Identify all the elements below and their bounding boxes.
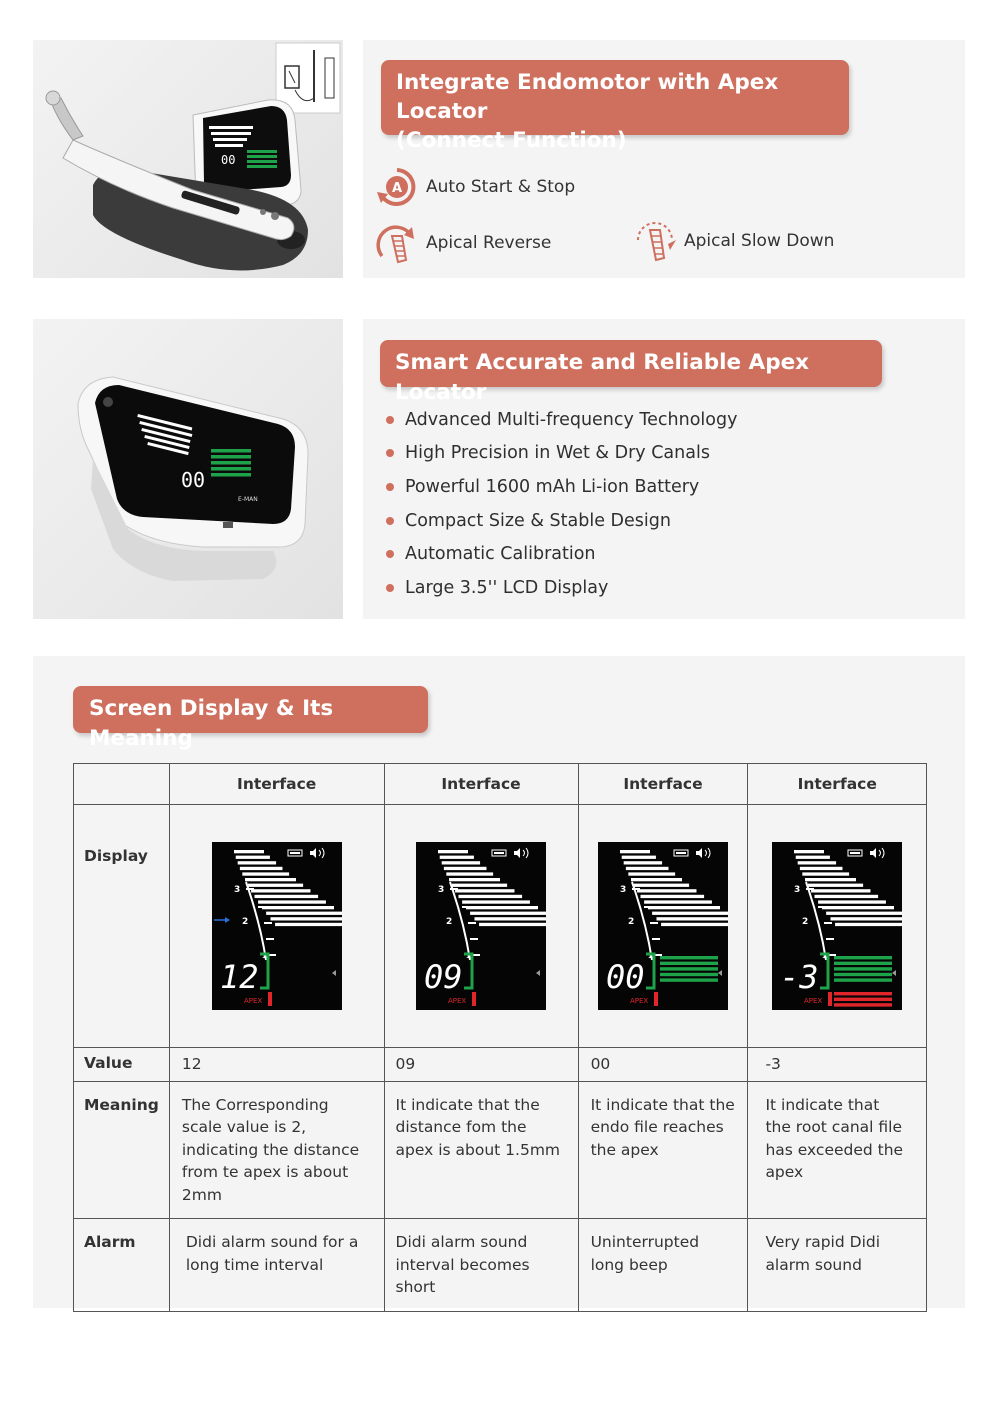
table-column-header: Interface <box>169 764 384 805</box>
scale-line <box>246 882 266 960</box>
scale-bar <box>245 878 296 881</box>
scale-bar <box>644 900 712 903</box>
lcd-graphic <box>772 842 902 1010</box>
scale-bar <box>652 912 728 915</box>
lcd-value-digits: 00 <box>606 958 645 996</box>
scale-bar <box>661 923 728 926</box>
row-label-meaning: Meaning <box>74 1081 170 1219</box>
scale-bar <box>811 889 870 892</box>
apex-locator-photo <box>33 319 343 619</box>
svg-text:A: A <box>391 181 403 196</box>
scale-bar <box>805 878 856 881</box>
scale-bar <box>826 912 902 915</box>
feature-apical-reverse-label: Apical Reverse <box>426 233 552 253</box>
scale-line <box>806 882 826 960</box>
scale-bar <box>656 917 728 920</box>
scale-bar <box>620 850 650 853</box>
scale-bar <box>449 878 500 881</box>
green-bar <box>660 967 718 970</box>
apex-locator-title: Smart Accurate and Reliable Apex Locator <box>395 350 810 405</box>
apex-locator-banner <box>380 340 882 405</box>
feature-apical-reverse <box>376 222 551 264</box>
table-row-alarm <box>74 1219 927 1312</box>
scale-bar <box>798 861 836 864</box>
table-row-display <box>74 805 927 1048</box>
green-bar <box>834 973 892 976</box>
bullet-dot <box>386 449 394 457</box>
scale-tick <box>470 938 478 940</box>
scale-label: 1 <box>261 953 266 960</box>
scale-bar <box>808 884 863 887</box>
scale-bar <box>815 895 879 898</box>
scale-bar <box>466 906 538 909</box>
locator-brand-text: E-MAN <box>238 496 258 503</box>
alarm-cell: Uninterrupted long beep <box>578 1219 748 1312</box>
sound-wave-icon <box>705 848 710 858</box>
scale-bar <box>628 872 675 875</box>
list-item: Compact Size & Stable Design <box>386 504 737 538</box>
scale-bar <box>459 895 523 898</box>
scale-bar <box>648 906 720 909</box>
table-column-header: Interface <box>748 764 927 805</box>
scale-line <box>632 882 652 960</box>
scale-tick <box>468 922 476 924</box>
display-cell <box>169 805 384 1048</box>
row-label-display: Display <box>74 805 170 1048</box>
scale-bar <box>446 872 493 875</box>
speaker-icon <box>696 848 702 858</box>
green-bar <box>834 978 892 981</box>
feature-apical-slow-down-label: Apical Slow Down <box>684 231 835 251</box>
scale-tick <box>264 922 272 924</box>
locator-screen-digits: 00 <box>181 468 206 492</box>
scale-bar <box>818 900 886 903</box>
lcd-screen <box>416 842 546 1010</box>
scale-bar <box>440 856 474 859</box>
bullet-dot <box>386 416 394 424</box>
meaning-cell: It indicate that the root canal file has exceeded the apex <box>748 1081 927 1219</box>
endomotor-photo <box>33 40 343 278</box>
scale-label: 2 <box>802 917 809 927</box>
scale-tick <box>824 922 832 924</box>
pointer-triangle <box>536 970 540 976</box>
apex-label: APEX <box>804 997 823 1005</box>
scale-bar <box>270 917 342 920</box>
scale-bar <box>835 923 902 926</box>
table-row-meaning <box>74 1081 927 1219</box>
feature-apical-slow-down <box>634 220 834 262</box>
bullet-dot <box>386 483 394 491</box>
scale-line <box>450 882 470 960</box>
scale-bar <box>624 861 662 864</box>
alarm-cell: Didi alarm sound interval becomes short <box>384 1219 578 1312</box>
lcd-value-digits: 12 <box>219 958 259 996</box>
scale-bar <box>240 867 283 870</box>
scale-label: 3 <box>620 885 627 895</box>
connect-function-banner <box>381 60 849 153</box>
indicator-arrow-head <box>225 917 230 923</box>
list-item: Advanced Multi-frequency Technology <box>386 403 737 437</box>
list-item: Powerful 1600 mAh Li-ion Battery <box>386 470 737 504</box>
connect-function-title-line2: (Connect Function) <box>396 128 627 153</box>
green-bar <box>834 962 892 965</box>
bullet-dot <box>386 550 394 558</box>
scale-bar <box>266 912 342 915</box>
scale-bar <box>831 917 903 920</box>
meaning-cell: It indicate that the distance fom the apex is about 1.5mm <box>384 1081 578 1219</box>
scale-label: 2 <box>446 917 453 927</box>
lcd-screen <box>212 842 342 1010</box>
scale-bar <box>444 867 487 870</box>
scale-bar <box>470 912 546 915</box>
row-label-value: Value <box>74 1048 170 1082</box>
scale-bar <box>640 895 704 898</box>
meaning-cell: It indicate that the endo file reaches the apex <box>578 1081 748 1219</box>
screen-display-banner <box>73 686 428 751</box>
scale-bar <box>234 850 264 853</box>
apex-label: APEX <box>630 997 649 1005</box>
battery-level <box>676 852 686 854</box>
scale-bar <box>442 861 480 864</box>
scale-bar <box>262 906 334 909</box>
screen-display-title: Screen Display & Its Meaning <box>89 696 334 751</box>
scale-tick <box>644 906 652 908</box>
scale-bar <box>803 872 850 875</box>
scale-bar <box>475 917 547 920</box>
value-cell: 00 <box>578 1048 748 1082</box>
scale-bar <box>800 867 843 870</box>
scale-bar <box>258 900 326 903</box>
scale-bar <box>237 861 275 864</box>
feature-auto-start <box>376 166 575 208</box>
table-column-header: Interface <box>384 764 578 805</box>
alarm-cell: Didi alarm sound for a long time interval <box>169 1219 384 1312</box>
scale-bar <box>622 856 656 859</box>
lcd-value-digits: -3 <box>780 958 819 996</box>
scale-label: 3 <box>438 885 445 895</box>
scale-tick <box>462 906 470 908</box>
green-bar <box>660 962 718 965</box>
value-cell: 09 <box>384 1048 578 1082</box>
scale-bar <box>275 923 342 926</box>
alarm-cell: Very rapid Didi alarm sound <box>748 1219 927 1312</box>
scale-bar <box>634 884 689 887</box>
apical-reverse-icon <box>376 222 418 264</box>
lcd-graphic <box>598 842 728 1010</box>
apex-indicator <box>268 992 272 1006</box>
table-header-row <box>74 764 927 805</box>
pointer-triangle <box>332 970 336 976</box>
green-bar <box>660 973 718 976</box>
scale-bar <box>452 884 507 887</box>
scale-bar <box>242 872 289 875</box>
display-cell <box>748 805 927 1048</box>
feature-auto-start-label: Auto Start & Stop <box>426 177 576 197</box>
list-item: Automatic Calibration <box>386 537 737 571</box>
display-cell <box>578 805 748 1048</box>
apex-indicator <box>828 992 832 1006</box>
speaker-icon <box>514 848 520 858</box>
battery-level <box>494 852 504 854</box>
apex-label: APEX <box>448 997 467 1005</box>
scale-bar <box>626 867 669 870</box>
scale-bar <box>631 878 682 881</box>
value-cell: 12 <box>169 1048 384 1082</box>
scale-tick <box>650 922 658 924</box>
table-row-value <box>74 1048 927 1082</box>
sound-wave-icon <box>523 848 528 858</box>
speaker-icon <box>870 848 876 858</box>
auto-start-icon <box>376 166 418 208</box>
apex-indicator <box>654 992 658 1006</box>
lcd-screen <box>598 842 728 1010</box>
row-label-alarm: Alarm <box>74 1219 170 1312</box>
lcd-graphic <box>212 842 342 1010</box>
apex-label: APEX <box>243 997 262 1005</box>
sound-wave-icon <box>319 848 324 858</box>
green-bar <box>834 956 892 959</box>
scale-tick <box>652 938 660 940</box>
scale-label: 3 <box>794 885 801 895</box>
scale-tick <box>266 938 274 940</box>
value-cell: -3 <box>748 1048 927 1082</box>
green-bar <box>660 978 718 981</box>
scale-label: 2 <box>628 917 635 927</box>
scale-bar <box>254 895 318 898</box>
bullet-dot <box>386 584 394 592</box>
device-screen-digits: 00 <box>221 153 236 167</box>
scale-bar <box>479 923 546 926</box>
scale-bar <box>438 850 468 853</box>
endomotor-illustration <box>33 40 343 278</box>
apex-indicator <box>472 992 476 1006</box>
battery-level <box>290 852 300 854</box>
pointer-triangle <box>892 970 896 976</box>
screen-display-table <box>73 763 927 1312</box>
scale-bar <box>822 906 894 909</box>
scale-bar <box>455 889 514 892</box>
red-bar <box>834 992 892 995</box>
scale-bar <box>796 856 830 859</box>
scale-label: 3 <box>233 885 240 895</box>
lcd-graphic <box>416 842 546 1010</box>
sound-wave-icon <box>879 848 884 858</box>
meaning-cell: The Corresponding scale value is 2, indicating the distance from te apex is about 2mm <box>169 1081 384 1219</box>
lcd-value-digits: 09 <box>424 958 463 996</box>
scale-bar <box>251 889 310 892</box>
apical-slow-down-icon <box>634 220 676 262</box>
scale-bar <box>462 900 530 903</box>
pointer-triangle <box>718 970 722 976</box>
scale-bar <box>235 856 269 859</box>
lcd-screen <box>772 842 902 1010</box>
scale-tick <box>258 906 266 908</box>
scale-label: 1 <box>648 953 653 960</box>
list-item: Large 3.5'' LCD Display <box>386 571 737 605</box>
scale-bar <box>637 889 696 892</box>
red-bar <box>834 1003 892 1006</box>
green-bar <box>660 956 718 959</box>
apex-locator-feature-list <box>386 403 737 605</box>
scale-bar <box>794 850 824 853</box>
scale-label: 1 <box>822 953 827 960</box>
bullet-dot <box>386 517 394 525</box>
connect-function-title-line1: Integrate Endomotor with Apex Locator <box>396 70 779 124</box>
green-bar <box>834 967 892 970</box>
red-bar <box>834 998 892 1001</box>
speaker-icon <box>310 848 316 858</box>
scale-bar <box>248 884 303 887</box>
battery-level <box>850 852 860 854</box>
display-cell <box>384 805 578 1048</box>
list-item: High Precision in Wet & Dry Canals <box>386 437 737 471</box>
apex-locator-illustration <box>33 319 343 619</box>
scale-tick <box>826 938 834 940</box>
scale-label: 1 <box>466 953 471 960</box>
scale-tick <box>818 906 826 908</box>
scale-label: 2 <box>241 917 248 927</box>
table-corner-cell <box>74 764 170 805</box>
table-column-header: Interface <box>578 764 748 805</box>
